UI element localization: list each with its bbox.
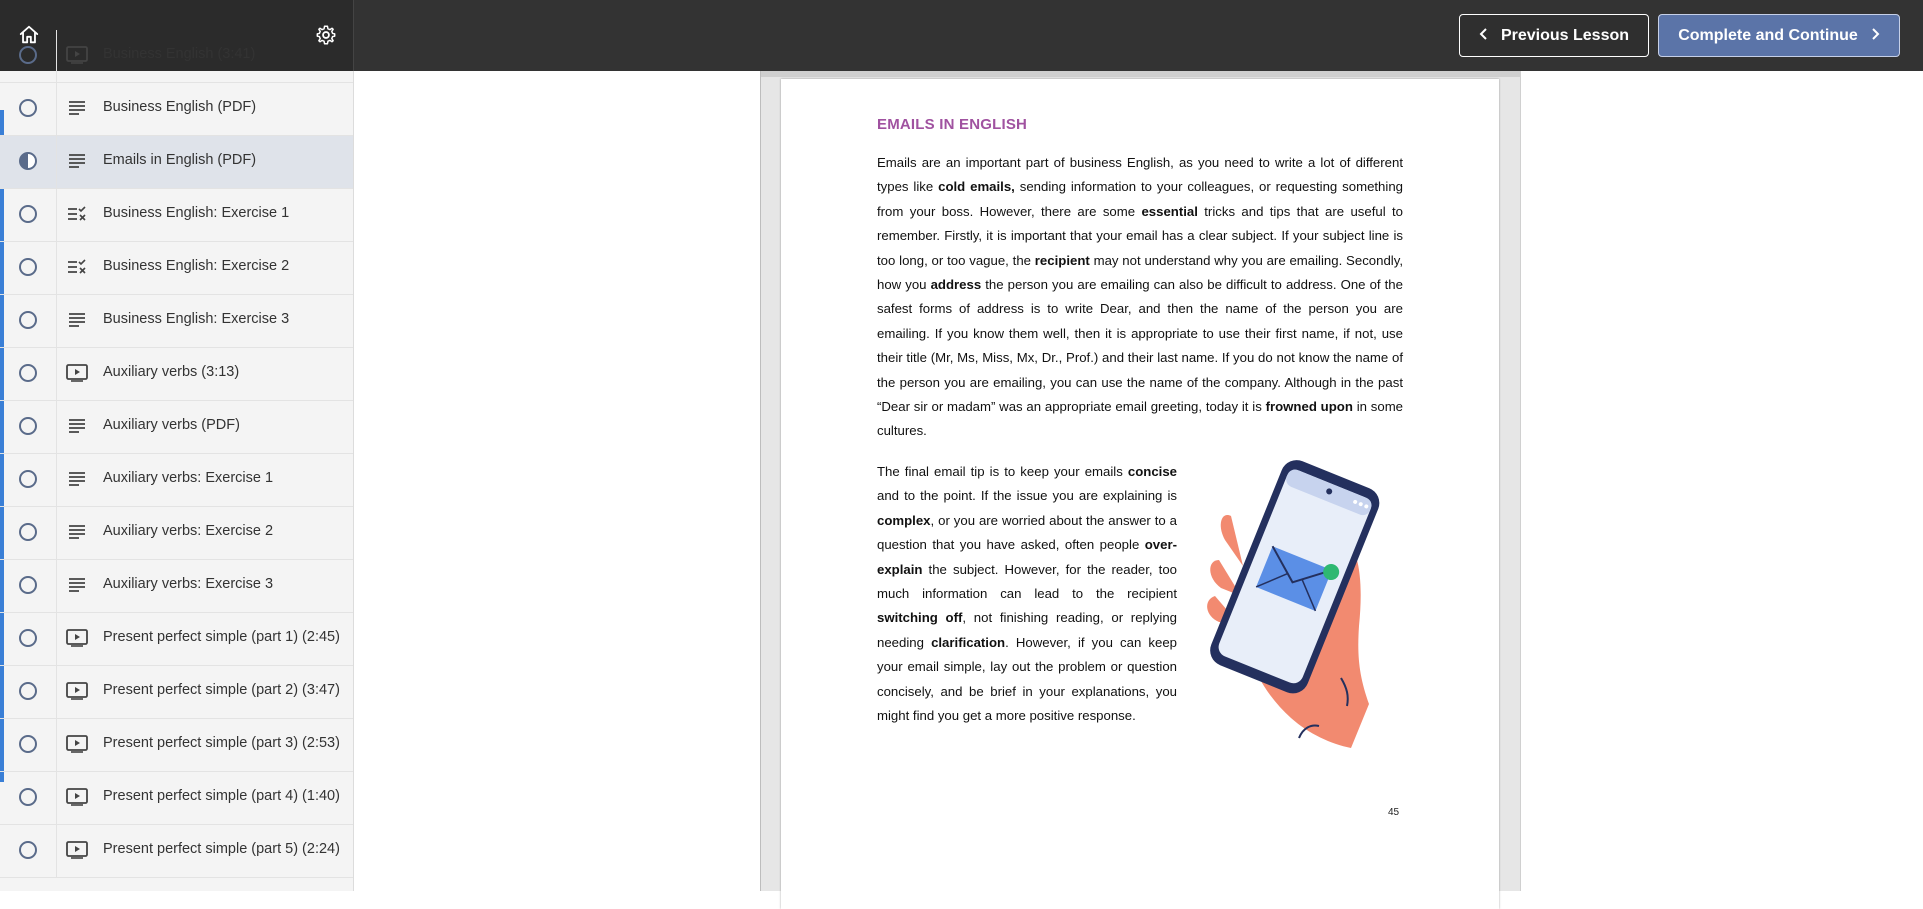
lesson-divider [56, 613, 57, 665]
text-run: in some cultures. [877, 399, 1404, 439]
chevron-right-icon [1870, 27, 1880, 45]
text-run: the person you are emailing can also be difficult to address. One of the safest forms of address is to write Dear, and then the name of the person you are emailing. If you know them well, then it is appropriate to use their first name, if not, use their title (Mr, Ms, Miss, Mx, Dr., Prof.) and their last name. If you do not know the name of the person you are emailing, you can use the name of the company. Although in the past “Dear sir or madam” was an appropriate email greeting, today it is [877, 277, 1403, 415]
lesson-divider [56, 666, 57, 718]
lesson-title: Auxiliary verbs: Exercise 1 [103, 470, 274, 486]
lesson-title: Business English (PDF) [103, 99, 257, 115]
complete-and-continue-label: Complete and Continue [1678, 26, 1858, 44]
complete-and-continue-button[interactable] [1658, 14, 1900, 57]
lesson-item[interactable] [0, 30, 353, 83]
lesson-item[interactable] [0, 83, 353, 136]
lesson-status-icon [19, 629, 37, 647]
lesson-status-icon [19, 523, 37, 541]
video-lesson-icon [66, 839, 88, 861]
page-number: 45 [1388, 807, 1400, 818]
lesson-divider [56, 295, 57, 347]
chevron-left-icon [1479, 27, 1489, 45]
text-run: and to the point. If the issue you are explaining is [877, 488, 1177, 504]
lesson-divider [56, 136, 57, 188]
lesson-divider [56, 83, 57, 135]
lesson-item[interactable] [0, 242, 353, 295]
lesson-status-icon [19, 788, 37, 806]
lesson-divider [56, 507, 57, 559]
lesson-status-icon [19, 682, 37, 700]
text-run: sending information to your colleagues, or requesting something from your boss. However, there are some [877, 179, 1403, 219]
bold-term: switching off [877, 610, 963, 626]
lesson-status-icon [19, 152, 37, 170]
text-run: may not understand why you are emailing. Secondly, how you [877, 252, 1403, 293]
lesson-status-icon [19, 258, 37, 276]
lesson-status-icon [19, 470, 37, 488]
lesson-item[interactable] [0, 719, 353, 772]
lesson-item[interactable] [0, 189, 353, 242]
bold-term: recipient [1034, 252, 1090, 268]
video-lesson-icon [66, 680, 88, 702]
video-lesson-icon [66, 627, 88, 649]
lesson-status-icon [19, 205, 37, 223]
lesson-divider [56, 30, 57, 82]
hand-holding-phone-illustration [1191, 456, 1391, 756]
lesson-divider [56, 719, 57, 771]
bold-term: concise [1127, 464, 1177, 479]
viewer-toolbar-edge [761, 71, 1520, 77]
lesson-list [0, 30, 353, 878]
lesson-item[interactable] [0, 825, 353, 878]
text-lesson-icon [66, 468, 88, 490]
lesson-title: Auxiliary verbs: Exercise 3 [103, 576, 274, 592]
lesson-divider [56, 348, 57, 400]
lesson-title: Present perfect simple (part 5) (2:24) [103, 841, 340, 857]
document-paragraph-1 [877, 151, 1403, 444]
lesson-title: Business English: Exercise 3 [103, 311, 290, 327]
lesson-divider [56, 454, 57, 506]
lesson-item[interactable] [0, 401, 353, 454]
text-lesson-icon [66, 309, 88, 331]
video-lesson-icon [66, 786, 88, 808]
video-lesson-icon [66, 362, 88, 384]
lesson-status-icon [19, 311, 37, 329]
text-run: , or you are worried about the answer to a question that you have asked, often people [877, 512, 1177, 553]
lesson-title: Emails in English (PDF) [103, 152, 257, 168]
lesson-status-icon [19, 46, 37, 64]
text-run: The final email tip is to keep your emails [877, 464, 1128, 479]
lesson-status-icon [19, 576, 37, 594]
lesson-title: Business English: Exercise 2 [103, 258, 290, 274]
lesson-item[interactable] [0, 136, 353, 189]
lesson-item[interactable] [0, 507, 353, 560]
text-lesson-icon [66, 574, 88, 596]
lesson-title: Auxiliary verbs (3:13) [103, 364, 240, 380]
quiz-icon [66, 203, 88, 225]
quiz-icon [66, 256, 88, 278]
bold-term: essential [1141, 203, 1198, 219]
lesson-status-icon [19, 417, 37, 435]
text-lesson-icon [66, 415, 88, 437]
document-paragraph-2 [877, 460, 1177, 728]
document-title: EMAILS IN ENGLISH [877, 116, 1028, 133]
lesson-status-icon [19, 99, 37, 117]
lesson-status-icon [19, 841, 37, 859]
text-run: , not finishing reading, or replying needing [877, 610, 1177, 650]
lesson-status-icon [19, 364, 37, 382]
lesson-divider [56, 825, 57, 877]
lesson-title: Business English: Exercise 1 [103, 205, 290, 221]
lesson-item[interactable] [0, 295, 353, 348]
lesson-item[interactable] [0, 666, 353, 719]
lesson-divider [56, 189, 57, 241]
bold-term: over-explain [877, 537, 1177, 577]
lesson-divider [56, 242, 57, 294]
lesson-status-icon [19, 735, 37, 753]
bold-term: cold emails, [938, 179, 1015, 195]
lesson-title: Present perfect simple (part 1) (2:45) [103, 629, 340, 645]
lesson-divider [56, 401, 57, 453]
bold-term: address [930, 277, 982, 293]
video-lesson-icon [66, 733, 88, 755]
lesson-content [354, 71, 1923, 891]
lesson-title: Present perfect simple (part 3) (2:53) [103, 735, 340, 751]
video-lesson-icon [66, 44, 88, 66]
lesson-title: Auxiliary verbs: Exercise 2 [103, 523, 274, 539]
lesson-item[interactable] [0, 454, 353, 507]
bold-term: complex [877, 512, 931, 528]
lesson-title: Business English (3:41) [103, 46, 256, 62]
pdf-viewer[interactable] [760, 71, 1521, 891]
text-lesson-icon [66, 521, 88, 543]
lesson-item[interactable] [0, 613, 353, 666]
bold-term: frowned upon [1265, 399, 1353, 415]
text-lesson-icon [66, 150, 88, 172]
previous-lesson-label: Previous Lesson [1500, 26, 1630, 44]
previous-lesson-button[interactable] [1459, 14, 1649, 57]
bold-term: clarification [931, 634, 1006, 650]
text-lesson-icon [66, 97, 88, 119]
lesson-title: Present perfect simple (part 2) (3:47) [103, 682, 340, 698]
lesson-item[interactable] [0, 772, 353, 825]
pdf-page [781, 79, 1499, 909]
lesson-title: Present perfect simple (part 4) (1:40) [103, 788, 340, 804]
lesson-title: Auxiliary verbs (PDF) [103, 417, 240, 433]
lesson-divider [56, 772, 57, 824]
text-run: . However, if you can keep your email simple, lay out the problem or question concisely, and be brief in your explanations, you might find you get a more positive response. [877, 634, 1178, 724]
course-sidebar [0, 46, 354, 891]
text-run: tricks and tips that are useful to remember. Firstly, it is important that your email has a clear subject. If your subject line is too long, or too vague, the [877, 203, 1403, 268]
lesson-item[interactable] [0, 348, 353, 401]
lesson-divider [56, 560, 57, 612]
text-run: Emails are an important part of business English, as you need to write a lot of different types like [877, 155, 1403, 195]
lesson-item[interactable] [0, 560, 353, 613]
text-run: the subject. However, for the reader, too much information can lead to the recipient [877, 561, 1177, 602]
